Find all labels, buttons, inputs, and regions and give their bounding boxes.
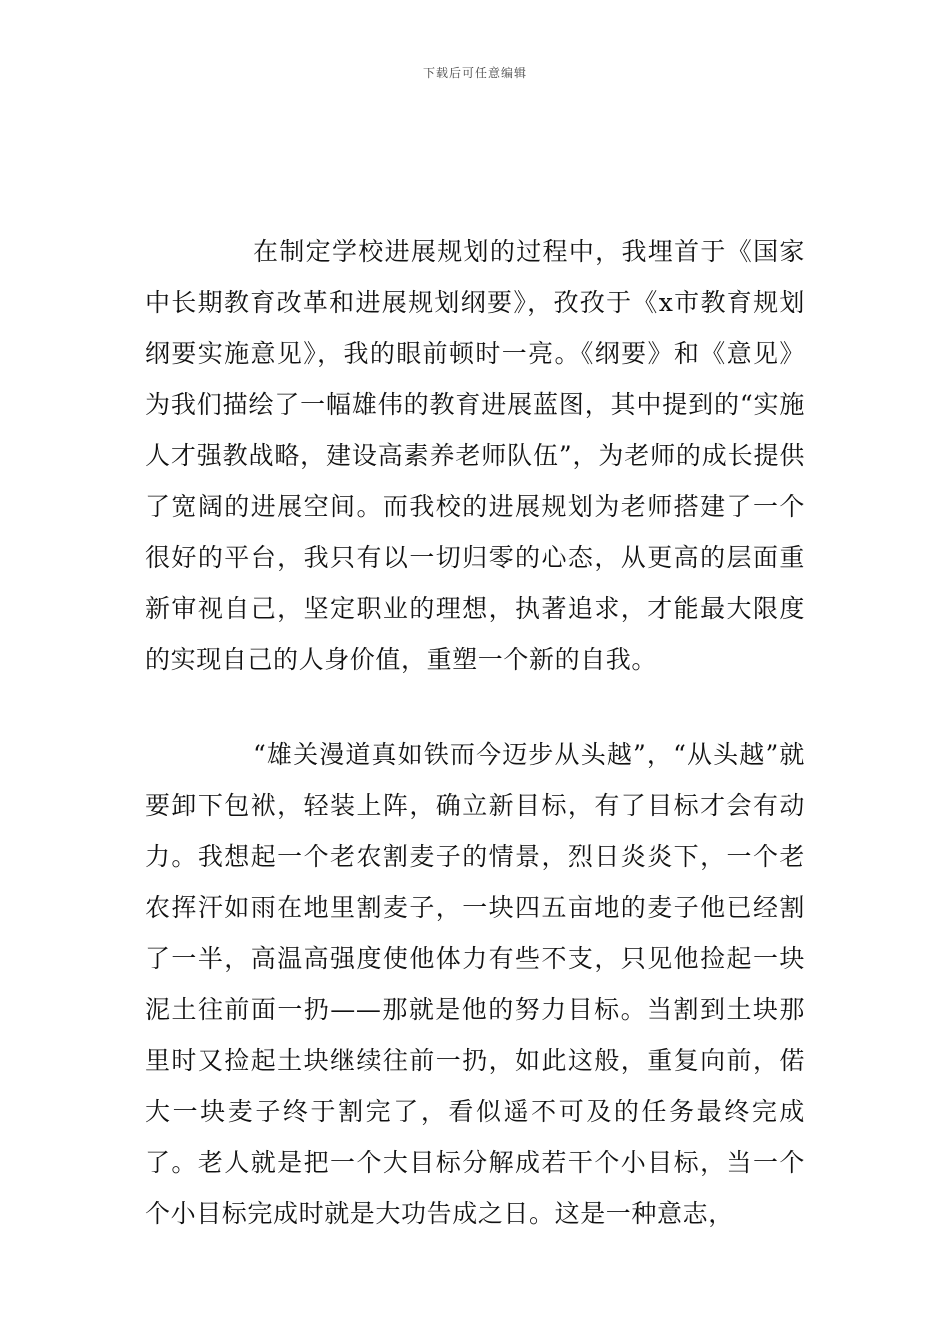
page-header-note: 下载后可任意编辑 bbox=[422, 66, 527, 80]
paragraph-2: “雄关漫道真如铁而今迈步从头越”，“从头越”就要卸下包袱，轻装上阵，确立新目标，有了目标才会有动力。我想起一个老农割麦子的情景，烈日炎炎下，一个老农挥汗如雨在地里割麦子，一块四五亩地的麦子他已经割了一半，高温高强度使他体力有些不支，只见他捡起一块泥土往前面一扔——那就是他的努力目标。当割到土块那里时又捡起土块继续往前一扔，如此这般，重复向前，偌大一块麦子终于割完了，看似遥不可及的任务最终完成了。老人就是把一个大目标分解成若干个小目标，当一个个小目标完成时就是大功告成之日。这是一种意志， bbox=[145, 740, 805, 1228]
paragraph-1: 在制定学校进展规划的过程中，我埋首于《国家中长期教育改革和进展规划纲要》，孜孜于《x市教育规划纲要实施意见》，我的眼前顿时一亮。《纲要》和《意见》为我们描绘了一幅雄伟的教育进展蓝图，其中提到的“实施人才强教战略，建设高素养老师队伍”，为老师的成长提供了宽阔的进展空间。而我校的进展规划为老师搭建了一个很好的平台，我只有以一切归零的心态，从更高的层面重新审视自己，坚定职业的理想，执著追求，才能最大限度的实现自己的人身价值，重塑一个新的自我。 bbox=[145, 237, 805, 674]
